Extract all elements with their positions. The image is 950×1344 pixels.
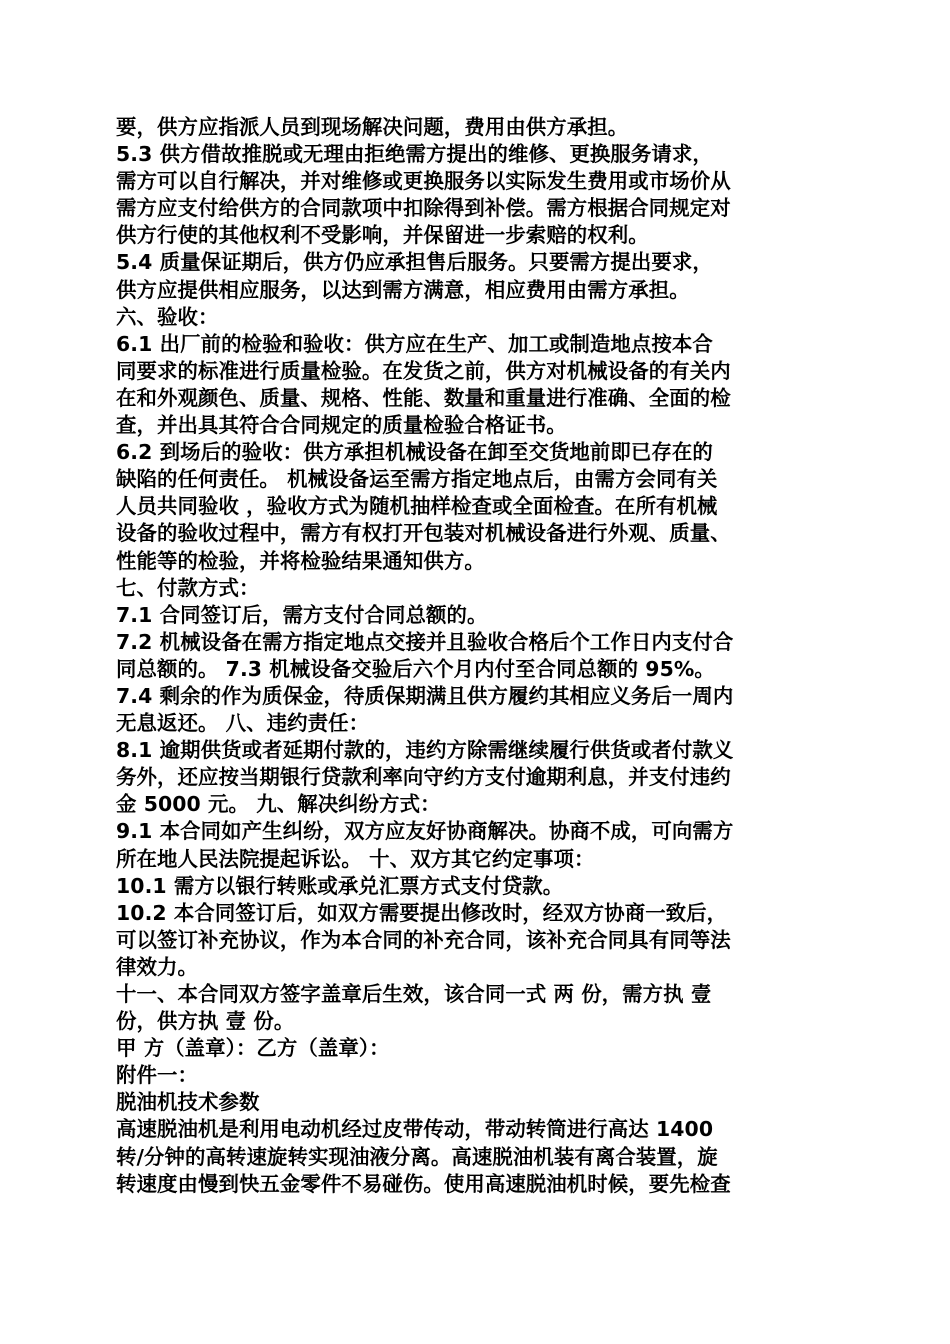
text-line: 10.2 本合同签订后，如双方需要提出修改时，经双方协商一致后， <box>116 900 728 925</box>
text-line: 附件一： <box>116 1063 198 1088</box>
text-line: 供方应提供相应服务，以达到需方满意，相应费用由需方承担。 <box>116 277 690 302</box>
text-line: 可以签订补充协议，作为本合同的补充合同，该补充合同具有同等法 <box>116 927 731 952</box>
text-line: 甲 方（盖章）：乙方（盖章）： <box>116 1036 390 1061</box>
text-line: 缺陷的任何责任。 机械设备运至需方指定地点后，由需方会同有关 <box>116 467 718 492</box>
text-line: 金 5000 元。 九、解决纠纷方式： <box>116 792 441 817</box>
text-line: 六、验收： <box>116 304 219 329</box>
text-line: 10.1 需方以银行转账或承兑汇票方式支付贷款。 <box>116 873 564 898</box>
text-line: 律效力。 <box>116 954 198 979</box>
text-line: 无息返还。 八、违约责任： <box>116 711 370 736</box>
text-line: 5.3 供方借故推脱或无理由拒绝需方提出的维修、更换服务请求， <box>116 142 713 167</box>
document-body <box>116 114 838 1198</box>
text-line: 同总额的。 7.3 机械设备交验后六个月内付至合同总额的 95%。 <box>116 656 715 681</box>
text-line: 转/分钟的高转速旋转实现油液分离。高速脱油机装有离合装置，旋 <box>116 1144 718 1169</box>
text-line: 需方应支付给供方的合同款项中扣除得到补偿。需方根据合同规定对 <box>116 196 731 221</box>
text-line: 5.4 质量保证期后，供方仍应承担售后服务。只要需方提出要求， <box>116 250 713 275</box>
text-line: 性能等的检验，并将检验结果通知供方。 <box>116 548 485 573</box>
text-line: 需方可以自行解决，并对维修或更换服务以实际发生费用或市场价从 <box>116 169 731 194</box>
text-line: 务外，还应按当期银行贷款利率向守约方支付逾期利息，并支付违约 <box>116 765 731 790</box>
text-line: 高速脱油机是利用电动机经过皮带传动，带动转筒进行高达 1400 <box>116 1117 714 1142</box>
text-line: 七、付款方式： <box>116 575 260 600</box>
text-line: 8.1 逾期供货或者延期付款的，违约方除需继续履行供货或者付款义 <box>116 738 734 763</box>
text-line: 同要求的标准进行质量检验。在发货之前，供方对机械设备的有关内 <box>116 358 731 383</box>
text-line: 在和外观颜色、质量、规格、性能、数量和重量进行准确、全面的检 <box>116 385 731 410</box>
text-line: 查，并出具其符合合同规定的质量检验合格证书。 <box>116 413 567 438</box>
text-line: 6.2 到场后的验收：供方承担机械设备在卸至交货地前即已存在的 <box>116 440 713 465</box>
text-line: 十一、本合同双方签字盖章后生效，该合同一式 两 份，需方执 壹 <box>116 982 712 1006</box>
text-line: 6.1 出厂前的检验和验收：供方应在生产、加工或制造地点按本合 <box>116 331 713 356</box>
text-line: 人员共同验收 ，验收方式为随机抽样检查或全面检查。在所有机械 <box>116 494 718 519</box>
text-line: 设备的验收过程中，需方有权打开包装对机械设备进行外观、质量、 <box>116 521 731 546</box>
text-line: 7.4 剩余的作为质保金，待质保期满且供方履约其相应义务后一周内 <box>116 683 734 708</box>
text-line: 脱油机技术参数 <box>116 1090 260 1115</box>
text-line: 要，供方应指派人员到现场解决问题，费用由供方承担。 <box>116 115 629 139</box>
text-line: 供方行使的其他权利不受影响，并保留进一步索赔的权利。 <box>116 223 649 248</box>
text-line: 7.2 机械设备在需方指定地点交接并且验收合格后个工作日内支付合 <box>116 629 734 654</box>
text-line: 9.1 本合同如产生纠纷，双方应友好协商解决。协商不成，可向需方 <box>116 819 734 844</box>
text-line: 7.1 合同签订后，需方支付合同总额的。 <box>116 602 488 627</box>
text-line: 转速度由慢到快五金零件不易碰伤。使用高速脱油机时候，要先检查 <box>116 1171 731 1196</box>
text-line: 所在地人民法院提起诉讼。 十、双方其它约定事项： <box>116 846 595 871</box>
text-line: 份，供方执 壹 份。 <box>116 1009 295 1034</box>
